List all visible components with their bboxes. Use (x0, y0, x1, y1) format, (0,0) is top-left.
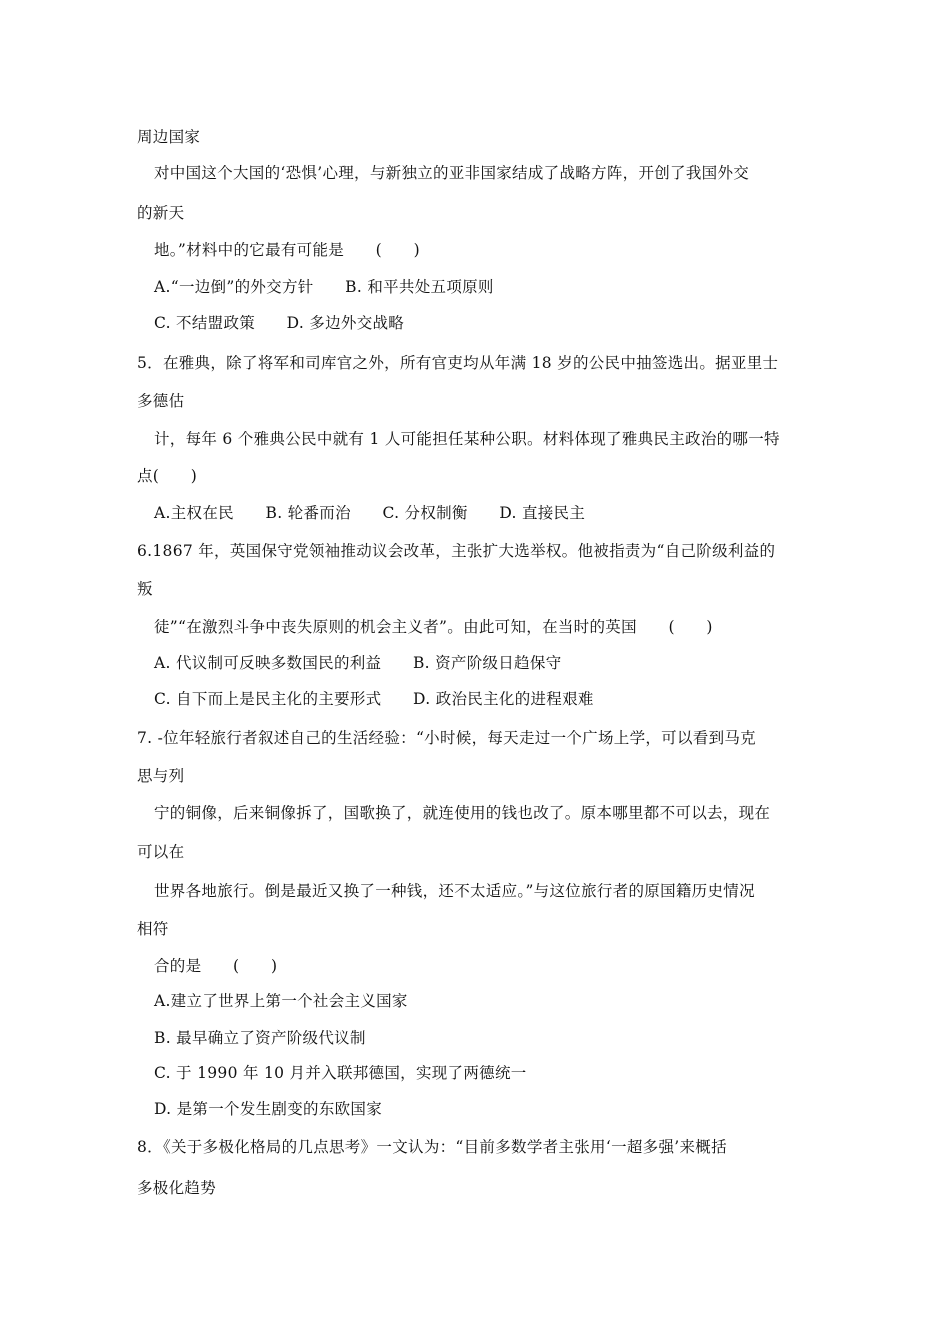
text-line: 叛 (137, 580, 153, 598)
option-line: A.主权在民 B. 轮番而治 C. 分权制衡 D. 直接民主 (154, 504, 586, 522)
option-line: D. 是第一个发生剧变的东欧国家 (154, 1100, 383, 1118)
question-7: 7. -位年轻旅行者叙述自己的生活经验：“小时候，每天走过一个广场上学，可以看到马克 (137, 729, 756, 747)
option-line: B. 最早确立了资产阶级代议制 (154, 1029, 366, 1047)
text-line: 的新天 (137, 204, 185, 222)
text-line: 徒”“在激烈斗争中丧失原则的机会主义者”。由此可知，在当时的英国 ( ) (154, 618, 713, 636)
option-line: A.建立了世界上第一个社会主义国家 (154, 992, 408, 1010)
text-line: 点( ) (137, 467, 198, 485)
text-line: 合的是 ( ) (154, 957, 278, 975)
option-line: A. 代议制可反映多数国民的利益 B. 资产阶级日趋保守 (154, 654, 562, 672)
text-line: 多极化趋势 (137, 1179, 217, 1197)
text-line: 多德估 (137, 392, 185, 410)
question-5: 5．在雅典，除了将军和司库官之外，所有官吏均从年满 18 岁的公民中抽签选出。据亚里士 (137, 354, 779, 372)
text-line: 对中国这个大国的‘恐惧’心理，与新独立的亚非国家结成了战略方阵，开创了我国外交 (154, 164, 750, 182)
text-line: 相符 (137, 920, 169, 938)
option-line: A.“一边倒”的外交方针 B. 和平共处五项原则 (154, 278, 494, 296)
question-8: 8．《关于多极化格局的几点思考》一文认为：“目前多数学者主张用‘一超多强’来概括 (137, 1138, 727, 1156)
option-line: C. 于 1990 年 10 月并入联邦德国，实现了两德统一 (154, 1064, 527, 1082)
text-line: 可以在 (137, 843, 185, 861)
option-line: C. 不结盟政策 D. 多边外交战略 (154, 314, 405, 332)
text-line: 地。”材料中的它最有可能是 ( ) (154, 241, 420, 259)
text-line: 世界各地旅行。倒是最近又换了一种钱，还不太适应。”与这位旅行者的原国籍历史情况 (154, 882, 755, 900)
question-6: 6.1867 年，英国保守党领袖推动议会改革，主张扩大选举权。他被指责为“自己阶级利益的 (137, 542, 776, 560)
text-line: 计，每年 6 个雅典公民中就有 1 人可能担任某种公职。材料体现了雅典民主政治的哪一特 (154, 430, 780, 448)
text-line: 宁的铜像，后来铜像拆了，国歌换了，就连使用的钱也改了。原本哪里都不可以去，现在 (154, 804, 771, 822)
text-line: 周边国家 (137, 128, 201, 146)
text-line: 思与列 (137, 767, 185, 785)
option-line: C. 自下而上是民主化的主要形式 D. 政治民主化的进程艰难 (154, 690, 594, 708)
